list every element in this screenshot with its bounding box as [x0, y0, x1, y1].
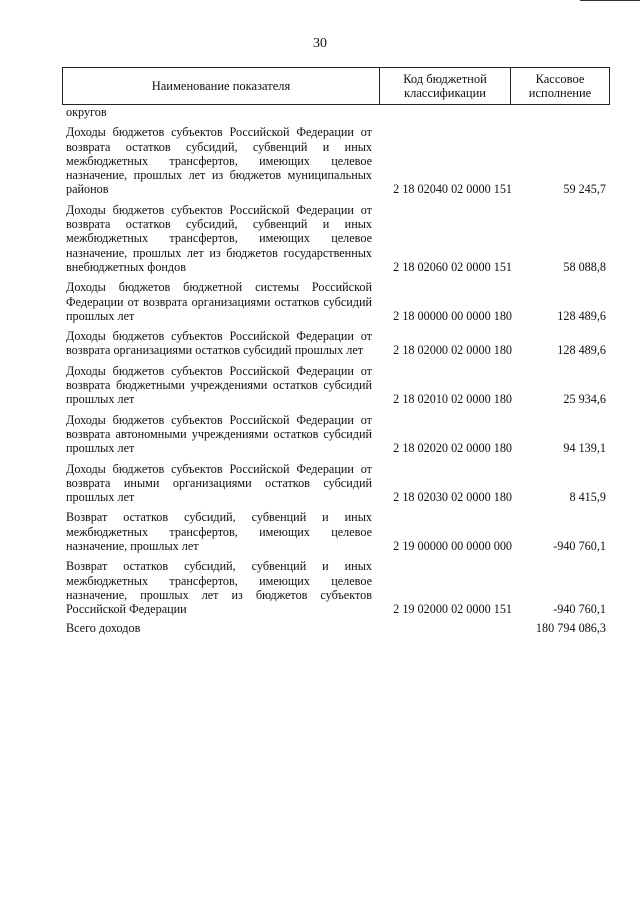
- row-name: Возврат остатков субсидий, субвенций и иных межбюджетных трансфертов, имеющих целевое назначение, прошлых лет: [66, 510, 372, 554]
- row-code: 2 18 02000 02 0000 180: [393, 343, 512, 358]
- row-amount: 25 934,6: [563, 392, 606, 407]
- row-amount: 58 088,8: [563, 259, 606, 274]
- total-row: [62, 621, 610, 635]
- row-code: 2 18 02030 02 0000 180: [393, 490, 512, 505]
- total-label: Всего доходов: [66, 620, 141, 635]
- total-amount: 180 794 086,3: [535, 620, 606, 635]
- row-amount: 8 415,9: [569, 490, 606, 505]
- table-row: [62, 559, 610, 616]
- table-body: [62, 105, 610, 635]
- row-name: Доходы бюджетов субъектов Российской Федерации от возврата остатков субсидий, субвенций и иных межбюджетных трансфертов, имеющих целевое назначение, прошлых лет из бюджетов государственных внебюджетных фондов: [66, 202, 372, 274]
- row-code: 2 18 02060 02 0000 151: [393, 259, 512, 274]
- row-name: Возврат остатков субсидий, субвенций и иных межбюджетных трансфертов, имеющих целевое назначение, прошлых лет из бюджетов субъектов Российской Федерации: [66, 559, 372, 617]
- row-code: 2 19 02000 02 0000 151: [393, 602, 512, 617]
- table-row: [62, 462, 610, 505]
- table-row: [62, 413, 610, 456]
- table-row: [62, 364, 610, 407]
- row-name: Доходы бюджетов субъектов Российской Федерации от возврата автономными учреждениями остатков субсидий прошлых лет: [66, 412, 372, 456]
- row-amount: 59 245,7: [563, 182, 606, 197]
- table-header: [62, 67, 610, 105]
- page-number: 30: [313, 36, 327, 51]
- row-name: Доходы бюджетов субъектов Российской Федерации от возврата иными организациями остатков субсидий прошлых лет: [66, 461, 372, 505]
- continuation-text: округов: [66, 105, 107, 119]
- row-amount: -940 760,1: [553, 539, 606, 554]
- row-code: 2 18 02010 02 0000 180: [393, 392, 512, 407]
- row-amount: -940 760,1: [553, 602, 606, 617]
- row-code: 2 19 00000 00 0000 000: [393, 539, 512, 554]
- header-name: Наименование показателя: [63, 68, 380, 104]
- revenue-table: [62, 67, 610, 635]
- header-amount: Кассовое исполнение: [528, 72, 592, 100]
- header-code: Код бюджетной классификации: [380, 68, 511, 104]
- row-code: 2 18 00000 00 0000 180: [393, 308, 512, 323]
- table-row: [62, 280, 610, 323]
- table-row: [62, 203, 610, 274]
- row-code: 2 18 02040 02 0000 151: [393, 182, 512, 197]
- row-name: Доходы бюджетов субъектов Российской Федерации от возврата бюджетными учреждениями остатков субсидий прошлых лет: [66, 363, 372, 407]
- row-amount: 94 139,1: [563, 441, 606, 456]
- row-name: Доходы бюджетов субъектов Российской Федерации от возврата организациями остатков субсидий прошлых лет: [66, 329, 372, 358]
- row-amount: 128 489,6: [557, 308, 606, 323]
- table-row: [62, 125, 610, 196]
- top-rule: [580, 0, 640, 1]
- table-row: [62, 329, 610, 358]
- table-row: [62, 510, 610, 553]
- total-code-empty: [372, 621, 518, 635]
- row-name: Доходы бюджетов бюджетной системы Российской Федерации от возврата организациями остатков субсидий прошлых лет: [66, 280, 372, 323]
- row-amount: 128 489,6: [557, 343, 606, 358]
- row-code: 2 18 02020 02 0000 180: [393, 441, 512, 456]
- row-name: Доходы бюджетов субъектов Российской Федерации от возврата остатков субсидий, субвенций и иных межбюджетных трансфертов, имеющих целевое назначение, прошлых лет из бюджетов муниципальных районов: [66, 125, 372, 197]
